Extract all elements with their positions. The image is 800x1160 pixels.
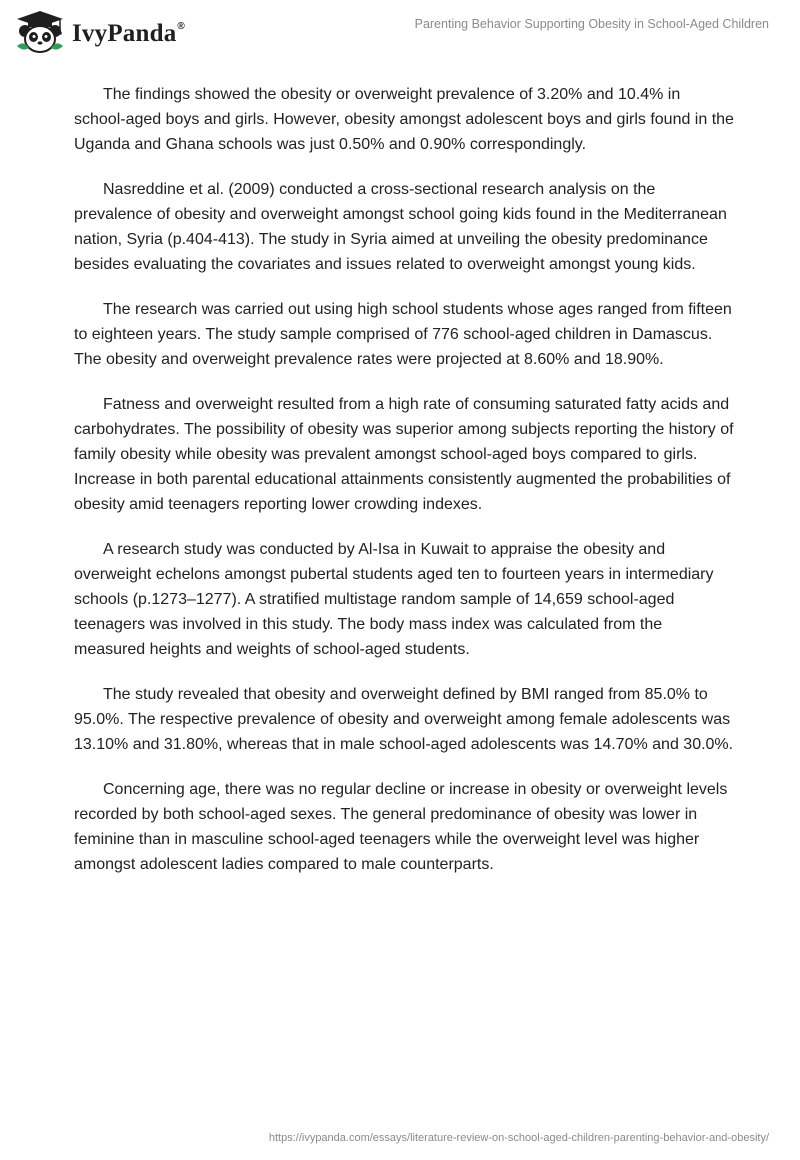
document-title: Parenting Behavior Supporting Obesity in School-Aged Children — [414, 17, 769, 31]
essay-body — [74, 82, 734, 897]
paragraph: Nasreddine et al. (2009) conducted a cross-sectional research analysis on the prevalence of obesity and overweight amongst school going kids found in the Mediterranean nation, Syria (p.404-413). The study in Syria aimed at unveiling the obesity predominance besides evaluating the covariates and issues related to overweight amongst young kids. — [74, 181, 727, 273]
source-url[interactable]: https://ivypanda.com/essays/literature-review-on-school-aged-children-parenting-behavior-and-obesity/ — [268, 1132, 769, 1144]
paragraph: The study revealed that obesity and overweight defined by BMI ranged from 85.0% to 95.0%. The respective prevalence of obesity and overweight among female adolescents was 13.10% and 31.80%, whereas that in male school-aged adolescents was 14.70% and 30.0%. — [74, 686, 734, 753]
paragraph: Fatness and overweight resulted from a high rate of consuming saturated fatty acids and carbohydrates. The possibility of obesity was superior among subjects reporting the history of family obesity while obesity was prevalent amongst school-aged boys compared to girls. Increase in both parental educational attainments consistently augmented the probabilities of obesity amid teenagers reporting lower crowding indexes. — [74, 396, 734, 513]
ivypanda-logo[interactable] — [14, 10, 185, 54]
page-header — [0, 0, 800, 60]
paragraph: The research was carried out using high school students whose ages ranged from fifteen to eighteen years. The study sample comprised of 776 school-aged children in Damascus. The obesity and overweight prevalence rates were projected at 8.60% and 18.90%. — [74, 301, 732, 368]
paragraph: A research study was conducted by Al-Isa in Kuwait to appraise the obesity and overweight echelons amongst pubertal students aged ten to fourteen years in intermediary schools (p.1273–1277). A stratified multistage random sample of 14,659 school-aged teenagers was involved in this study. The body mass index was calculated from the measured heights and weights of school-aged students. — [74, 541, 714, 658]
registered-mark: ® — [177, 21, 185, 32]
paragraph: The findings showed the obesity or overweight prevalence of 3.20% and 10.4% in school-aged boys and girls. However, obesity amongst adolescent boys and girls found in the Uganda and Ghana schools was just 0.50% and 0.90% correspondingly. — [74, 86, 734, 153]
panda-graduate-icon — [14, 10, 66, 54]
logo-wordmark: IvyPanda® — [72, 20, 185, 47]
paragraph: Concerning age, there was no regular decline or increase in obesity or overweight levels recorded by both school-aged sexes. The general predominance of obesity was lower in feminine than in masculine school-aged teenagers while the overweight level was higher amongst adolescent ladies compared to male counterparts. — [74, 781, 728, 873]
